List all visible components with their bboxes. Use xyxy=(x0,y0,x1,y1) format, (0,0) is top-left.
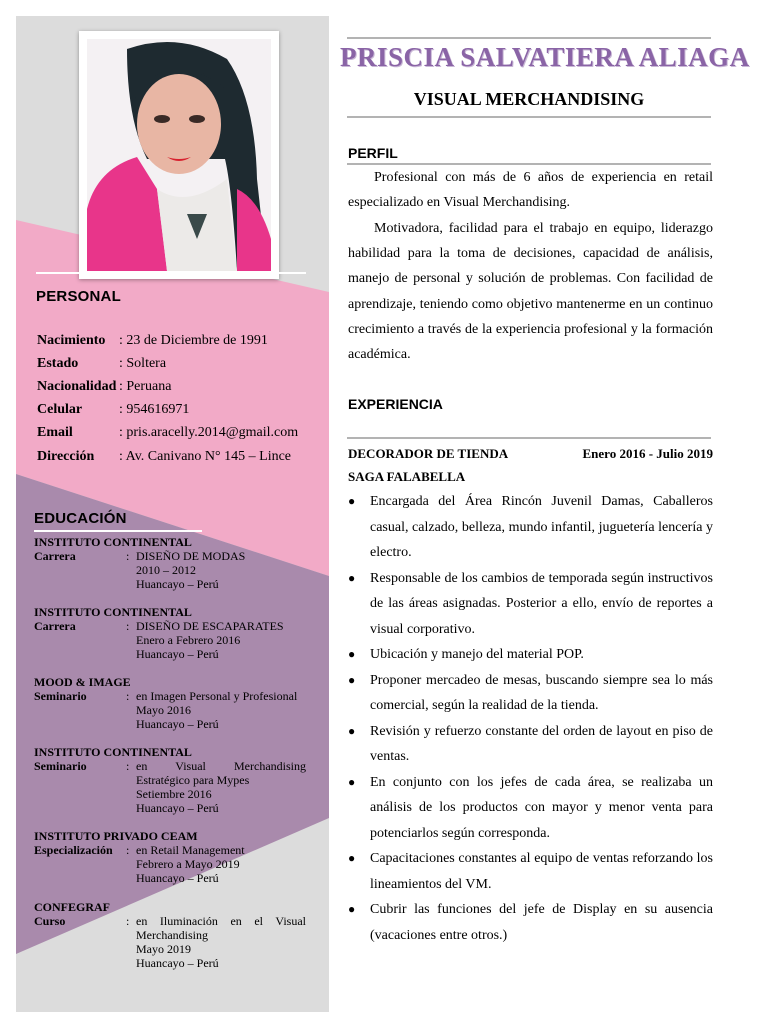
address-label: Dirección xyxy=(37,449,95,464)
experience-bullet: ● Cubrir las funciones del jefe de Display en su ausencia (vacaciones entre otros.) xyxy=(348,897,713,948)
education-line: Huancayo – Perú xyxy=(136,647,219,661)
bullet-dot-icon: ● xyxy=(348,570,356,585)
phone-value: : 954616971 xyxy=(119,402,190,417)
education-line: Enero a Febrero 2016 xyxy=(136,633,241,647)
experience-bullet: ● Encargada del Área Rincón Juvenil Damas, Caballeros casual, calzado, belleza, mundo infantil, juguetería lencería y electro. xyxy=(348,489,713,566)
bullet-dot-icon: ● xyxy=(348,494,356,508)
education-line: 2010 – 2012 xyxy=(136,563,196,577)
bullet-dot-icon: ● xyxy=(348,902,356,916)
candidate-name: PRISCIA SALVATIERA ALIAGA xyxy=(340,42,750,72)
education-line: Huancayo – Perú xyxy=(136,717,219,731)
profile-photo xyxy=(87,39,271,271)
status-value: : Soltera xyxy=(119,356,167,371)
job-header xyxy=(348,446,713,462)
education-line: Huancayo – Perú xyxy=(136,871,219,885)
education-item: INSTITUTO CONTINENTAL Carrera : DISEÑO DE MODAS 2010 – 2012 Huancayo – Perú xyxy=(34,535,306,591)
education-line: Huancayo – Perú xyxy=(136,956,219,970)
education-type: Curso xyxy=(34,914,66,928)
job-period: Enero 2016 - Julio 2019 xyxy=(582,446,713,461)
company-name: SAGA FALABELLA xyxy=(348,469,466,484)
education-type: Carrera xyxy=(34,619,76,633)
birth-label: Nacimiento xyxy=(37,333,106,348)
education-line: en Retail Management xyxy=(136,843,245,857)
education-institution: INSTITUTO CONTINENTAL xyxy=(34,605,192,619)
education-item: INSTITUTO CONTINENTAL Carrera : DISEÑO DE ESCAPARATES Enero a Febrero 2016 Huancayo – Perú xyxy=(34,605,306,661)
header-bottom-rule xyxy=(347,116,711,118)
education-line: en Visual Merchandising xyxy=(136,759,306,773)
personal-heading: PERSONAL xyxy=(36,288,121,305)
education-type: Seminario xyxy=(34,689,87,703)
perfil-paragraph: Motivadora, facilidad para el trabajo en equipo, liderazgo habilidad para la toma de decisiones, capacidad de análisis, manejo de personal y solución de problemas. Con facilidad de aprendizaje, teniendo como objetivo mantenerme en un continuo crecimiento a través de la experiencia profesional y la formación académica. xyxy=(348,221,713,363)
experience-bullet: ● Revisión y refuerzo constante del orden de layout en piso de ventas. xyxy=(348,719,713,770)
experiencia-heading: EXPERIENCIA xyxy=(348,396,443,412)
email-value: : pris.aracelly.2014@gmail.com xyxy=(119,425,299,440)
sidebar xyxy=(16,16,329,1012)
education-line: Mayo 2016 xyxy=(136,703,191,717)
personal-row-status xyxy=(37,356,166,376)
email-label: Email xyxy=(37,425,73,440)
company-line xyxy=(348,469,713,485)
education-institution: CONFEGRAF xyxy=(34,900,110,914)
education-institution: INSTITUTO CONTINENTAL xyxy=(34,745,192,759)
bullet-dot-icon: ● xyxy=(348,851,356,865)
bullet-dot-icon: ● xyxy=(348,672,356,687)
perfil-heading: PERFIL xyxy=(348,145,398,161)
experience-bullet: ● En conjunto con los jefes de cada área, se realizaba un análisis de los productos con mayor y menor venta para potenciarlos según corresponda. xyxy=(348,770,713,847)
perfil-paragraph: Profesional con más de 6 años de experiencia en retail especializado en Visual Merchandising. xyxy=(348,170,713,211)
personal-top-line xyxy=(36,272,306,274)
education-line: Mayo 2019 xyxy=(136,942,191,956)
status-label: Estado xyxy=(37,356,79,371)
experience-bullet: ● Responsable de los cambios de temporada según instructivos de las áreas asignadas. Posterior a ello, envío de reportes a visual corporativo. xyxy=(348,566,713,643)
personal-row-phone xyxy=(37,402,189,422)
experiencia-rule xyxy=(347,437,711,439)
education-item: INSTITUTO PRIVADO CEAM Especialización : en Retail Management Febrero a Mayo 2019 Huancayo – Perú xyxy=(34,829,306,885)
birth-value: : 23 de Diciembre de 1991 xyxy=(119,333,268,348)
education-institution: INSTITUTO PRIVADO CEAM xyxy=(34,829,198,843)
job-position: DECORADOR DE TIENDA xyxy=(348,446,509,461)
education-underline xyxy=(34,530,202,532)
job-title-heading: VISUAL MERCHANDISING xyxy=(413,89,645,109)
education-item: INSTITUTO CONTINENTAL Seminario : en Visual Merchandising Estratégico para Mypes Setiembre 2016 Huancayo – Perú xyxy=(34,745,306,815)
address-value: : Av. Canivano N° 145 – Lince xyxy=(119,449,292,464)
education-line: en Iluminación en el Visual xyxy=(136,914,306,928)
education-item: MOOD & IMAGE Seminario : en Imagen Personal y Profesional Mayo 2016 Huancayo – Perú xyxy=(34,675,306,731)
education-heading: EDUCACIÓN xyxy=(34,510,127,527)
education-line: Merchandising xyxy=(136,928,208,942)
personal-row-nationality xyxy=(37,379,171,399)
nationality-value: : Peruana xyxy=(119,379,172,394)
education-institution: MOOD & IMAGE xyxy=(34,675,131,689)
education-item: CONFEGRAF Curso : en Iluminación en el Visual Merchandising Mayo 2019 Huancayo – Perú xyxy=(34,900,306,970)
profile-photo-frame xyxy=(79,31,279,279)
education-line: en Imagen Personal y Profesional xyxy=(136,689,298,703)
education-institution: INSTITUTO CONTINENTAL xyxy=(34,535,192,549)
education-type: Especialización xyxy=(34,843,113,857)
experience-bullet-list xyxy=(348,489,713,948)
phone-label: Celular xyxy=(37,402,83,417)
education-line: DISEÑO DE ESCAPARATES xyxy=(136,619,284,633)
experience-bullet: ● Proponer mercadeo de mesas, buscando siempre sea lo más comercial, según la realidad de la tienda. xyxy=(348,668,713,719)
education-line: Huancayo – Perú xyxy=(136,577,219,591)
personal-row-email xyxy=(37,425,298,445)
experience-bullet: ● Capacitaciones constantes al equipo de ventas reforzando los lineamientos del VM. xyxy=(348,846,713,897)
bullet-dot-icon: ● xyxy=(348,647,356,661)
education-line: Estratégico para Mypes xyxy=(136,773,250,787)
education-line: Huancayo – Perú xyxy=(136,801,219,815)
education-type: Seminario xyxy=(34,759,87,773)
personal-row-address xyxy=(37,449,291,469)
education-type: Carrera xyxy=(34,549,76,563)
nationality-label: Nacionalidad xyxy=(37,379,117,394)
experience-bullet: ● Ubicación y manejo del material POP. xyxy=(348,642,713,668)
bullet-dot-icon: ● xyxy=(348,723,356,738)
education-line: DISEÑO DE MODAS xyxy=(136,549,246,563)
personal-row-birth xyxy=(37,333,268,353)
education-line: Setiembre 2016 xyxy=(136,787,212,801)
header-top-rule xyxy=(347,37,711,39)
bullet-dot-icon: ● xyxy=(348,774,356,789)
education-line: Febrero a Mayo 2019 xyxy=(136,857,240,871)
